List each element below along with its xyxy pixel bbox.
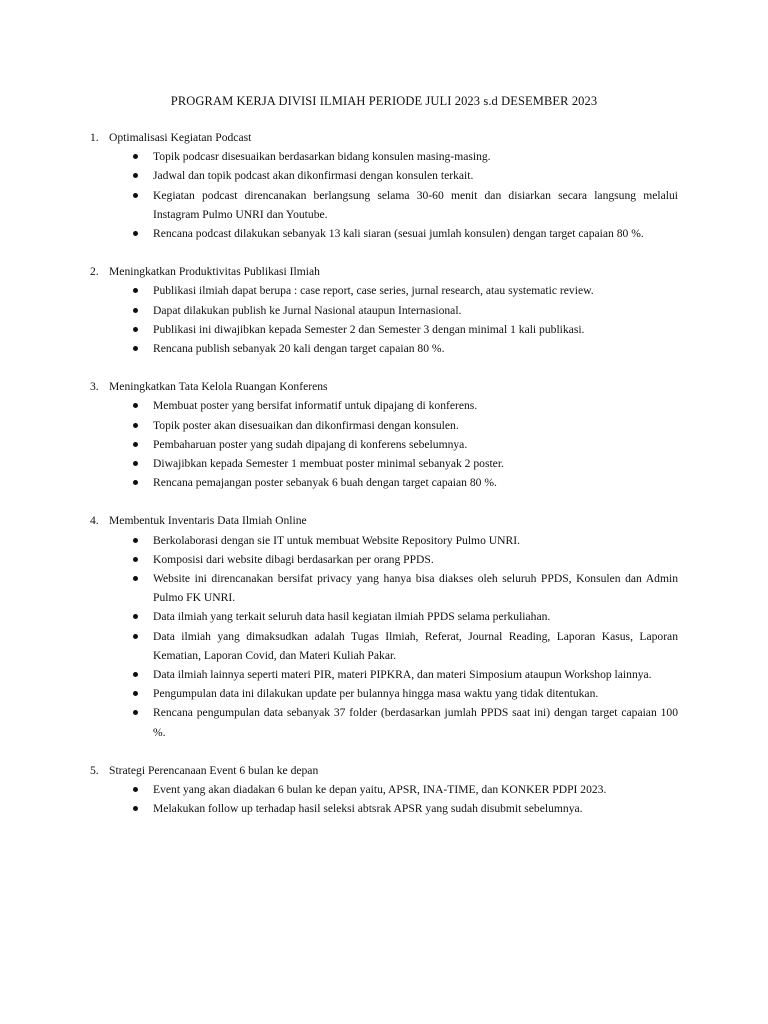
list-item-text: Pembaharuan poster yang sudah dipajang di konferens sebelumnya. bbox=[153, 437, 468, 451]
section-bullet-list bbox=[90, 147, 678, 243]
bullet-icon bbox=[133, 461, 138, 466]
section-number: 2. bbox=[90, 265, 99, 279]
list-item-text: Data ilmiah lainnya seperti materi PIR, materi PIPKRA, dan materi Simposium ataupun Workshop lainnya. bbox=[153, 668, 652, 682]
list-item bbox=[90, 627, 678, 665]
section-bullet-list bbox=[90, 281, 678, 358]
section-number: 3. bbox=[90, 380, 99, 394]
section-number: 1. bbox=[90, 131, 99, 144]
list-item-text: Rencana pengumpulan data sebanyak 37 folder (berdasarkan jumlah PPDS saat ini) dengan target capaian 100 %. bbox=[153, 706, 678, 739]
list-item-text: Berkolaborasi dengan sie IT untuk membuat Website Repository Pulmo UNRI. bbox=[153, 533, 521, 547]
list-item bbox=[90, 281, 678, 300]
section-title: Strategi Perencanaan Event 6 bulan ke depan bbox=[109, 763, 319, 777]
section-number: 4. bbox=[90, 514, 99, 528]
bullet-icon bbox=[133, 614, 138, 619]
program-list bbox=[90, 128, 678, 838]
list-item-text: Publikasi ini diwajibkan kepada Semester 2 dan Semester 3 dengan minimal 1 kali publikasi. bbox=[153, 322, 585, 336]
section-title: Meningkatkan Tata Kelola Ruangan Konferens bbox=[109, 380, 328, 394]
bullet-icon bbox=[133, 710, 138, 715]
document-title: PROGRAM KERJA DIVISI ILMIAH PERIODE JULI 2023 s.d DESEMBER 2023 bbox=[170, 94, 598, 108]
section-bullet-list bbox=[90, 780, 678, 818]
bullet-icon bbox=[133, 672, 138, 677]
list-item bbox=[90, 454, 678, 473]
list-item bbox=[90, 147, 678, 166]
bullet-icon bbox=[133, 538, 138, 543]
program-section bbox=[90, 128, 678, 243]
bullet-icon bbox=[133, 787, 138, 792]
list-item-text: Dapat dilakukan publish ke Jurnal Nasional ataupun Internasional. bbox=[153, 303, 462, 317]
list-item-text: Diwajibkan kepada Semester 1 membuat poster minimal sebanyak 2 poster. bbox=[153, 457, 504, 471]
list-item bbox=[90, 665, 678, 684]
list-item-text: Publikasi ilmiah dapat berupa : case report, case series, jurnal research, atau systematic review. bbox=[153, 284, 594, 298]
program-section bbox=[90, 377, 678, 492]
bullet-icon bbox=[133, 327, 138, 332]
list-item-text: Topik podcasr disesuaikan berdasarkan bidang konsulen masing-masing. bbox=[153, 150, 491, 164]
list-item bbox=[90, 186, 678, 224]
list-item bbox=[90, 339, 678, 358]
list-item-text: Website ini direncanakan bersifat privacy yang hanya bisa diakses oleh seluruh PPDS, Konsulen dan Admin Pulmo FK UNRI. bbox=[153, 572, 678, 605]
section-heading bbox=[90, 128, 678, 147]
list-item bbox=[90, 301, 678, 320]
list-item bbox=[90, 780, 678, 799]
section-heading bbox=[90, 377, 678, 396]
program-section bbox=[90, 761, 678, 819]
section-heading bbox=[90, 761, 678, 780]
list-item-text: Rencana pemajangan poster sebanyak 6 buah dengan target capaian 80 %. bbox=[153, 476, 497, 490]
list-item bbox=[90, 684, 678, 703]
list-item bbox=[90, 416, 678, 435]
bullet-icon bbox=[133, 154, 138, 159]
list-item-text: Pengumpulan data ini dilakukan update per bulannya hingga masa waktu yang tidak ditentukan. bbox=[153, 687, 599, 701]
bullet-icon bbox=[133, 442, 138, 447]
list-item bbox=[90, 435, 678, 454]
bullet-icon bbox=[133, 346, 138, 351]
list-item-text: Kegiatan podcast direncanakan berlangsung selama 30-60 menit dan disiarkan secara langsung melalui Instagram Pulmo UNRI dan Youtube. bbox=[153, 188, 678, 221]
bullet-icon bbox=[133, 634, 138, 639]
list-item bbox=[90, 569, 678, 607]
bullet-icon bbox=[133, 288, 138, 293]
list-item bbox=[90, 550, 678, 569]
list-item-text: Rencana podcast dilakukan sebanyak 13 kali siaran (sesuai jumlah konsulen) dengan target capaian 80 %. bbox=[153, 227, 644, 241]
bullet-icon bbox=[133, 423, 138, 428]
bullet-icon bbox=[133, 308, 138, 313]
list-item-text: Topik poster akan disesuaikan dan dikonfirmasi dengan konsulen. bbox=[153, 418, 459, 432]
bullet-icon bbox=[133, 557, 138, 562]
section-heading bbox=[90, 262, 678, 281]
program-section bbox=[90, 511, 678, 741]
section-heading bbox=[90, 511, 678, 530]
list-item-text: Data ilmiah yang dimaksudkan adalah Tugas Ilmiah, Referat, Journal Reading, Laporan Kasus, Laporan Kematian, Laporan Covid, dan Materi Kuliah Pakar. bbox=[153, 629, 678, 662]
bullet-icon bbox=[133, 193, 138, 198]
section-bullet-list bbox=[90, 396, 678, 492]
bullet-icon bbox=[133, 403, 138, 408]
section-title: Optimalisasi Kegiatan Podcast bbox=[109, 131, 252, 144]
list-item bbox=[90, 799, 678, 818]
section-number: 5. bbox=[90, 763, 99, 777]
list-item bbox=[90, 396, 678, 415]
bullet-icon bbox=[133, 691, 138, 696]
list-item bbox=[90, 703, 678, 741]
list-item-text: Event yang akan diadakan 6 bulan ke depan yaitu, APSR, INA-TIME, dan KONKER PDPI 2023. bbox=[153, 783, 607, 797]
section-title: Membentuk Inventaris Data Ilmiah Online bbox=[109, 514, 307, 528]
bullet-icon bbox=[133, 480, 138, 485]
section-title: Meningkatkan Produktivitas Publikasi Ilmiah bbox=[109, 265, 320, 279]
list-item bbox=[90, 531, 678, 550]
section-bullet-list bbox=[90, 531, 678, 742]
list-item-text: Jadwal dan topik podcast akan dikonfirmasi dengan konsulen terkait. bbox=[153, 169, 474, 183]
list-item-text: Komposisi dari website dibagi berdasarkan per orang PPDS. bbox=[153, 552, 434, 566]
bullet-icon bbox=[133, 173, 138, 178]
list-item bbox=[90, 320, 678, 339]
list-item bbox=[90, 607, 678, 626]
list-item-text: Rencana publish sebanyak 20 kali dengan target capaian 80 %. bbox=[153, 342, 445, 356]
list-item-text: Membuat poster yang bersifat informatif untuk dipajang di konferens. bbox=[153, 399, 478, 413]
program-section bbox=[90, 262, 678, 358]
list-item bbox=[90, 166, 678, 185]
bullet-icon bbox=[133, 806, 138, 811]
list-item-text: Melakukan follow up terhadap hasil seleksi abtsrak APSR yang sudah disubmit sebelumnya. bbox=[153, 802, 583, 816]
list-item bbox=[90, 224, 678, 243]
list-item-text: Data ilmiah yang terkait seluruh data hasil kegiatan ilmiah PPDS selama perkuliahan. bbox=[153, 610, 551, 624]
list-item bbox=[90, 473, 678, 492]
bullet-icon bbox=[133, 576, 138, 581]
bullet-icon bbox=[133, 231, 138, 236]
